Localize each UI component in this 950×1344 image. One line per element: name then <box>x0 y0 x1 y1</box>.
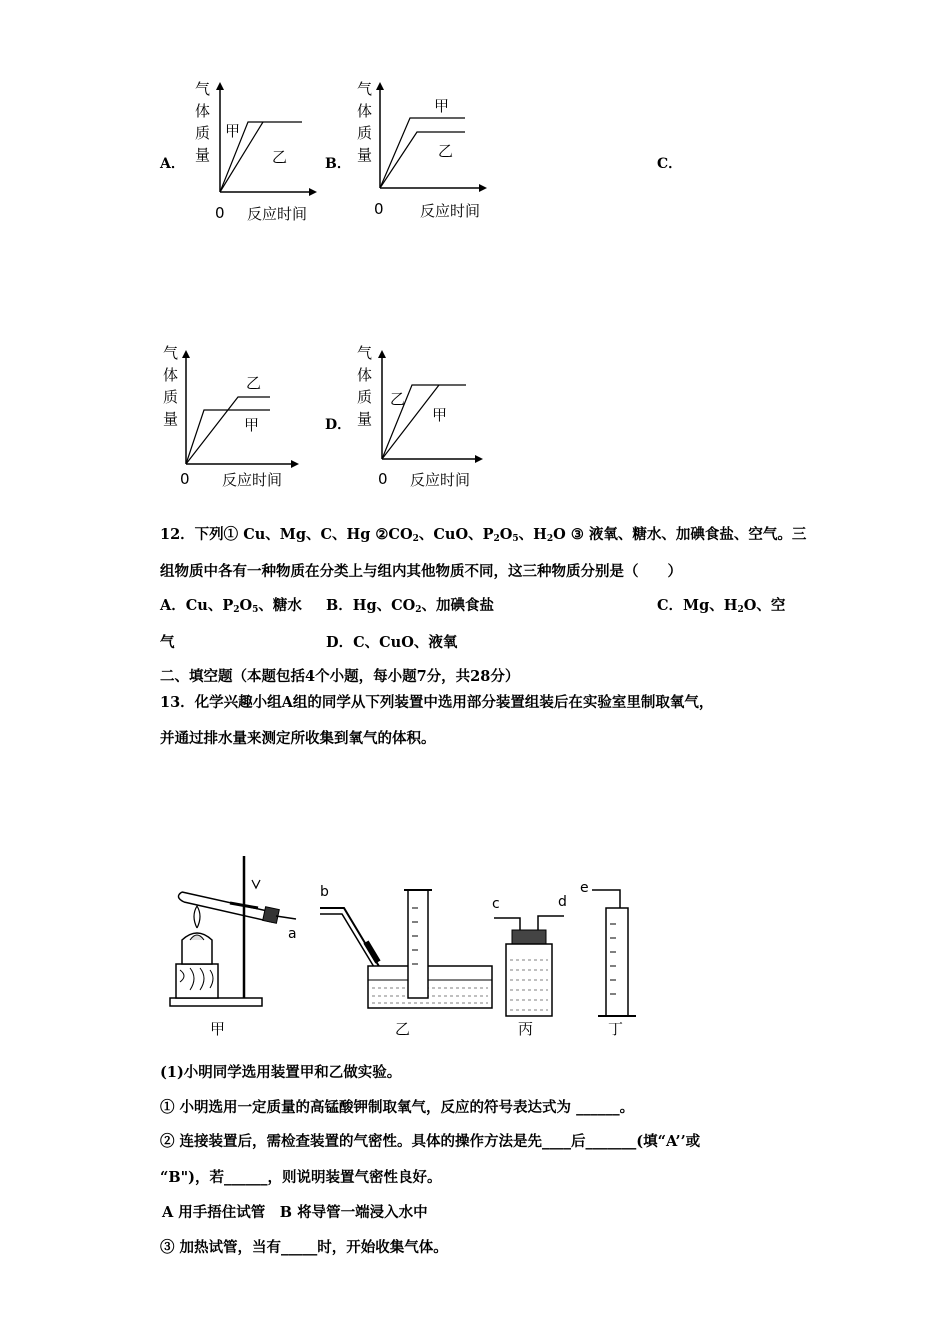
y-label-char: 气 <box>357 80 373 98</box>
q12-line2: 组物质中各有一种物质在分类上与组内其他物质不同，这三种物质分别是（ ） <box>160 563 682 580</box>
wooden-block <box>176 964 218 998</box>
y-label-char: 气 <box>357 344 373 362</box>
label-jia: 甲 <box>210 1020 226 1038</box>
sub-q1: (1)小明同学选用装置甲和乙做实验。 <box>160 1064 402 1081</box>
x-axis-arrow <box>309 188 317 196</box>
label-bing: 丙 <box>518 1020 534 1038</box>
y-label-char: 体 <box>163 366 179 384</box>
y-label-char: 量 <box>195 146 211 164</box>
x-axis-arrow <box>475 455 483 463</box>
origin-label: 0 <box>378 470 388 488</box>
stopper <box>263 907 280 924</box>
x-axis-arrow <box>479 184 487 192</box>
sub-q1-2-options: A 用手捂住试管 B 将导管一端浸入水中 <box>162 1204 428 1221</box>
apparatus-bing <box>492 894 567 1038</box>
letter-b: b <box>320 884 329 900</box>
letter-c: c <box>492 896 500 912</box>
test-tube-bottom <box>184 902 272 922</box>
q12-option-c: C．Mg、$H_2O$、空 <box>657 597 786 615</box>
graph-b <box>352 78 502 228</box>
label-ding: 丁 <box>608 1020 624 1038</box>
y-label-char: 体 <box>357 102 373 120</box>
q12-option-a: A．Cu、$P_2O_5$、糖水 <box>160 597 302 615</box>
curve-label-yi: 乙 <box>246 374 262 392</box>
water-trough <box>368 966 492 1008</box>
y-label-char: 质 <box>195 124 211 142</box>
y-axis-arrow <box>376 82 384 90</box>
graph-d <box>352 342 502 494</box>
x-axis-arrow <box>291 460 299 468</box>
y-label-char: 体 <box>195 102 211 120</box>
graph-c <box>158 342 308 494</box>
x-axis-label: 反应时间 <box>222 471 283 489</box>
q13-line2: 并通过排水量来测定所收集到氧气的体积。 <box>160 730 436 747</box>
y-label-char: 质 <box>357 124 373 142</box>
bottle-stopper <box>512 930 546 944</box>
y-axis-arrow <box>182 350 190 358</box>
apparatus-yi <box>320 884 492 1038</box>
q13-line1: 13．化学兴趣小组A组的同学从下列装置中选用部分装置组装后在实验室里制取氧气， <box>160 694 714 711</box>
option-a-label: A． <box>160 156 185 172</box>
curve-label-yi: 乙 <box>390 390 406 408</box>
apparatus-ding <box>580 880 636 1038</box>
letter-d: d <box>558 894 567 910</box>
curve-label-jia: 甲 <box>432 406 448 424</box>
curve-label-jia: 甲 <box>225 122 241 140</box>
y-label-char: 气 <box>163 344 179 362</box>
y-label-char: 量 <box>163 410 179 428</box>
option-c-label: C． <box>657 156 683 172</box>
option-b-label: B． <box>325 156 351 172</box>
curve-label-jia: 甲 <box>434 97 450 115</box>
graduated-cylinder <box>408 890 428 998</box>
sub-q1-2: ② 连接装置后，需检查装置的气密性。具体的操作方法是先____后_______(填“A’’或 <box>160 1133 701 1150</box>
q12-option-d: D．C、CuO、液氧 <box>326 634 458 651</box>
origin-label: 0 <box>215 204 225 222</box>
curve-label-yi: 乙 <box>272 148 288 166</box>
curve-label-yi: 乙 <box>438 142 454 160</box>
curve-label-jia: 甲 <box>244 416 260 434</box>
graph-a <box>190 78 320 228</box>
q12-option-b: B．Hg、$CO_2$、加碘食盐 <box>326 597 495 615</box>
y-label-char: 体 <box>357 366 373 384</box>
flame <box>194 906 200 928</box>
y-label-char: 质 <box>163 388 179 406</box>
apparatus-figure <box>160 848 650 1038</box>
curve-yi <box>380 132 465 188</box>
y-axis-arrow <box>378 350 386 358</box>
y-label-char: 量 <box>357 410 373 428</box>
delivery-tube <box>276 916 296 919</box>
stand-base <box>170 998 262 1006</box>
section-heading: 二、填空题（本题包括4个小题，每小题7分，共28分） <box>160 668 520 685</box>
q12-option-c-cont: 气 <box>160 634 175 651</box>
option-d-label: D． <box>325 417 352 433</box>
origin-label: 0 <box>374 200 384 218</box>
letter-a: a <box>288 926 297 942</box>
letter-e: e <box>580 880 589 896</box>
y-label-char: 质 <box>357 388 373 406</box>
y-label-char: 气 <box>195 80 211 98</box>
origin-label: 0 <box>180 470 190 488</box>
sub-q1-2-cont: “B")，若______，则说明装置气密性良好。 <box>160 1169 442 1186</box>
rubber-tube <box>366 942 378 962</box>
measuring-cylinder <box>606 908 628 1016</box>
sub-q1-1: ① 小明选用一定质量的高锰酸钾制取氧气，反应的符号表达式为 ______。 <box>160 1099 635 1116</box>
x-axis-label: 反应时间 <box>410 471 471 489</box>
apparatus-jia <box>170 856 297 1006</box>
y-axis-arrow <box>216 82 224 90</box>
x-axis-label: 反应时间 <box>247 205 308 223</box>
label-yi: 乙 <box>395 1020 411 1038</box>
x-axis-label: 反应时间 <box>420 202 481 220</box>
y-label-char: 量 <box>357 146 373 164</box>
q12-line1: 12．下列① Cu、Mg、C、Hg $②CO_2$、CuO、$P_2O_5$、$H_2O$ ③ 液氧、糖水、加碘食盐、空气。三 <box>160 526 807 544</box>
sub-q1-3: ③ 加热试管，当有_____时，开始收集气体。 <box>160 1239 448 1256</box>
